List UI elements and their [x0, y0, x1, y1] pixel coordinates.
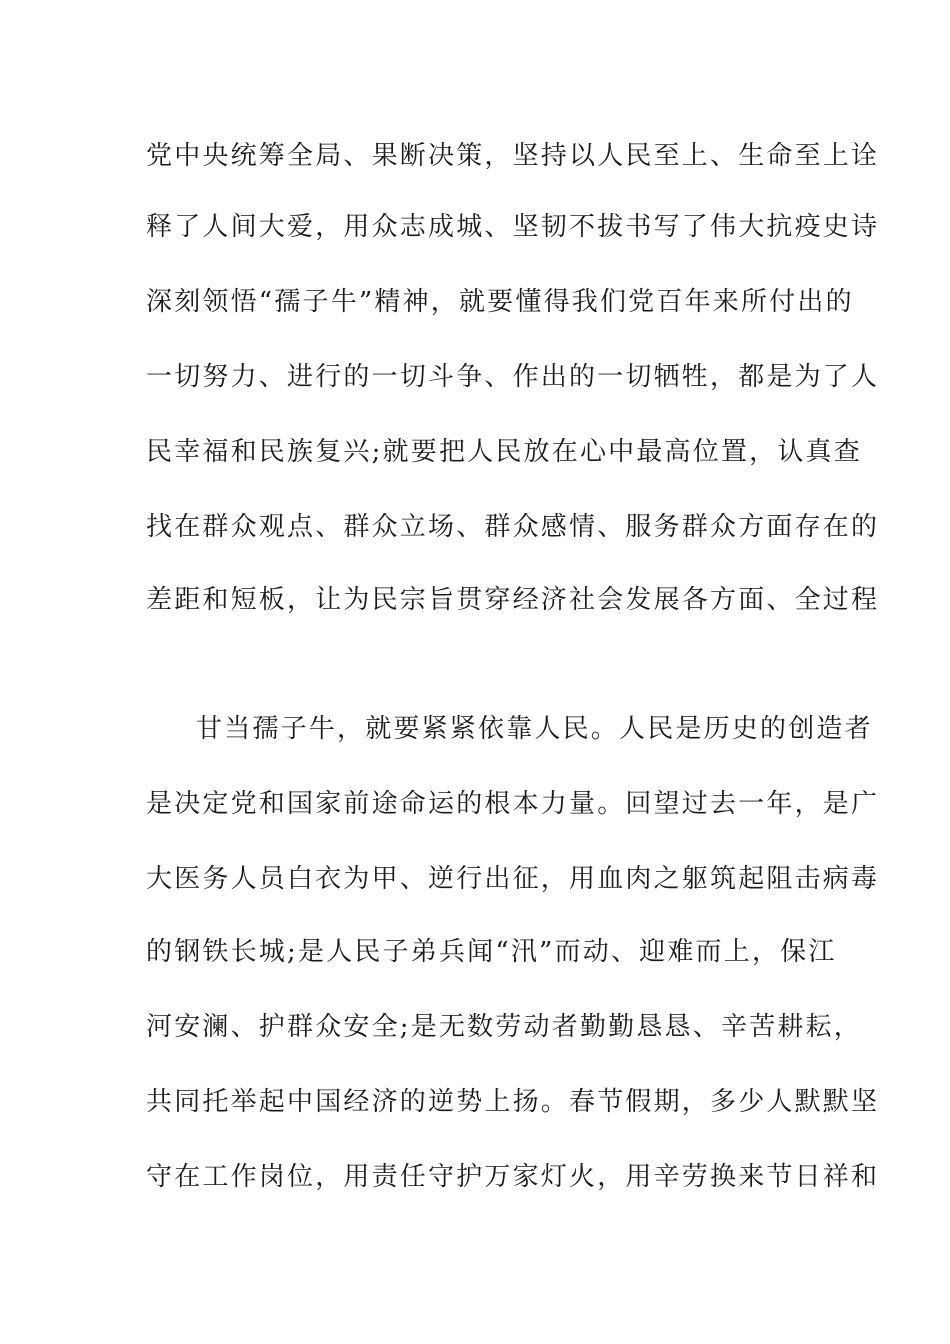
text-line: 河安澜、护群众安全;是无数劳动者勤勤恳恳、辛苦耕耘， — [146, 1012, 862, 1042]
text-line: 大医务人员白衣为甲、逆行出征，用血肉之躯筑起阻击病毒 — [146, 864, 880, 894]
text-line: 释了人间大爱，用众志成城、坚韧不拔书写了伟大抗疫史诗 — [146, 212, 880, 242]
text-line: 民幸福和民族复兴;就要把人民放在心中最高位置，认真查 — [146, 437, 862, 467]
text-line: 党中央统筹全局、果断决策，坚持以人民至上、生命至上诠 — [146, 141, 880, 171]
text-line: 深刻领悟“孺子牛”精神，就要懂得我们党百年来所付出的 — [146, 287, 854, 317]
text-line: 一切努力、进行的一切斗争、作出的一切牺牲，都是为了人 — [146, 362, 880, 392]
text-line: 的钢铁长城;是人民子弟兵闻“汛”而动、迎难而上，保江 — [146, 937, 837, 967]
text-line: 是决定党和国家前途命运的根本力量。回望过去一年，是广 — [146, 789, 880, 819]
text-line: 守在工作岗位，用责任守护万家灯火，用辛劳换来节日祥和 — [146, 1162, 880, 1192]
text-line: 找在群众观点、群众立场、群众感情、服务群众方面存在的 — [146, 512, 880, 542]
text-line: 甘当孺子牛，就要紧紧依靠人民。人民是历史的创造者 — [196, 714, 873, 744]
text-line: 差距和短板，让为民宗旨贯穿经济社会发展各方面、全过程 — [146, 585, 880, 615]
text-line: 共同托举起中国经济的逆势上扬。春节假期，多少人默默坚 — [146, 1087, 880, 1117]
